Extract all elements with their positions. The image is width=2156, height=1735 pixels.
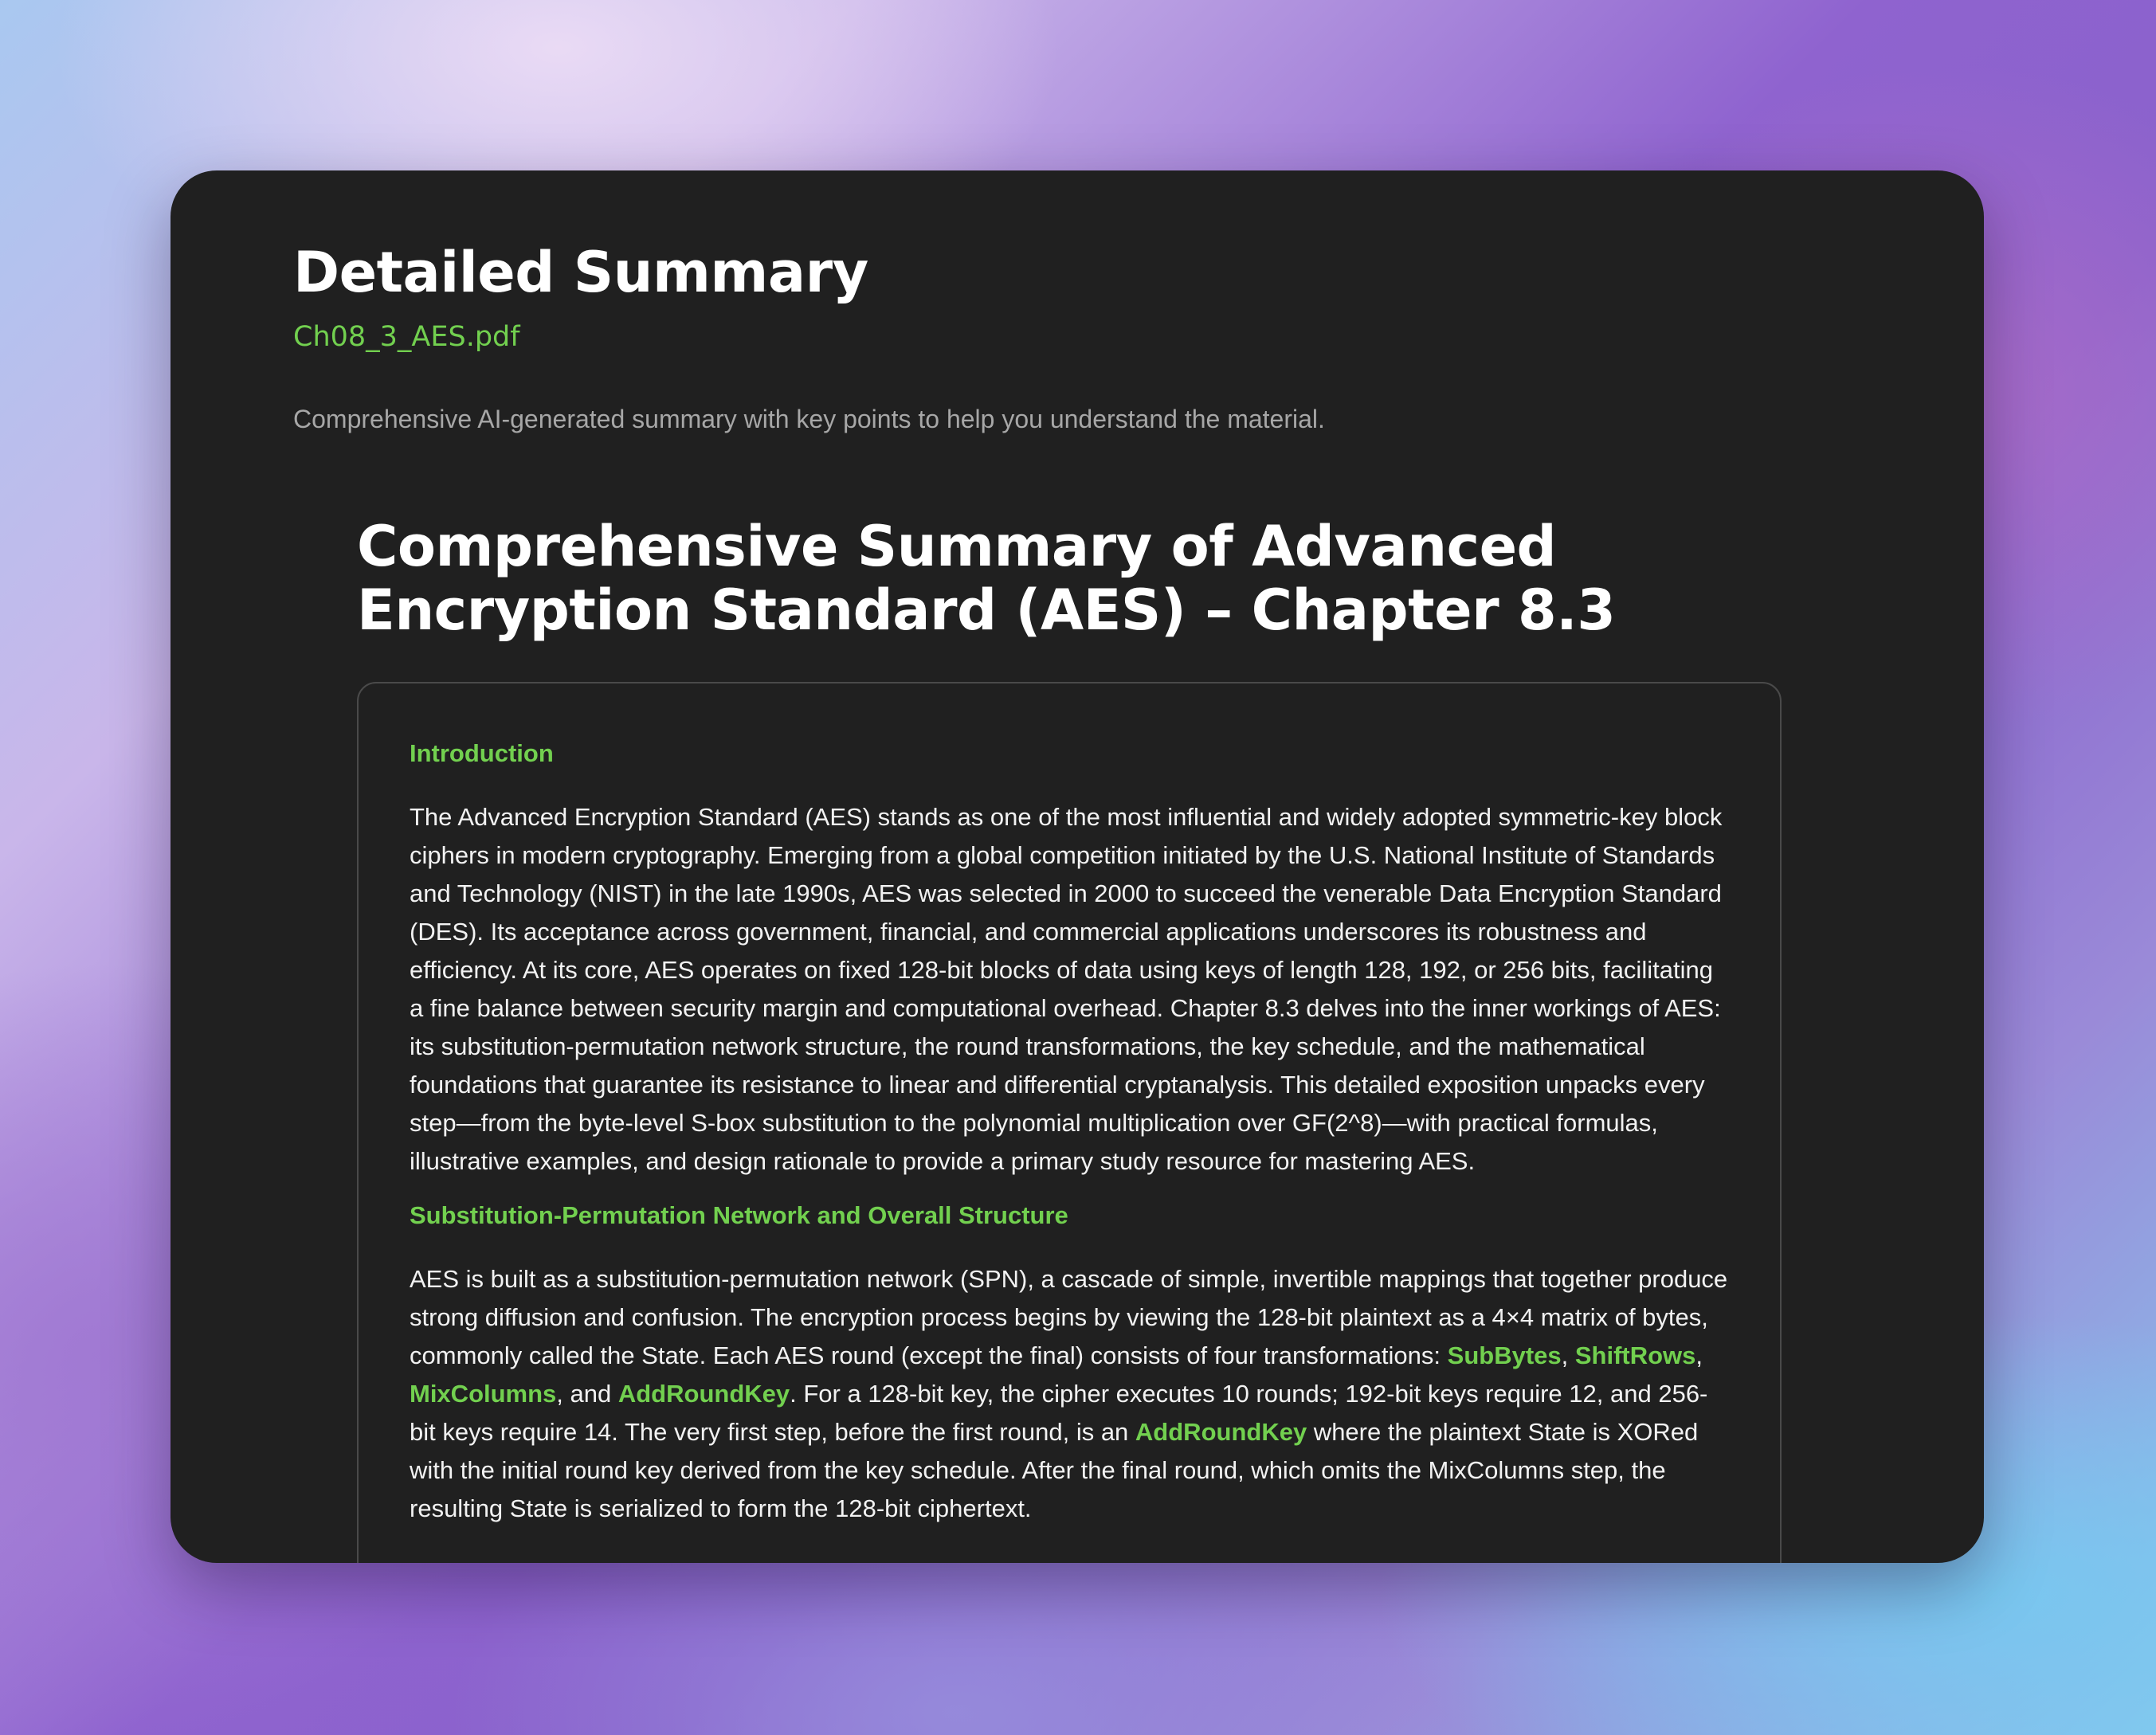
term-addroundkey: AddRoundKey — [617, 1380, 790, 1408]
body-text: , and — [556, 1380, 618, 1408]
section-heading-introduction: Introduction — [410, 739, 554, 767]
section-heading-spn: Substitution-Permutation Network and Overall Structure — [410, 1201, 1068, 1229]
body-text: . For a 128-bit key, the cipher executes 10 rounds; 192-bit keys require 12, and 256-bit keys require 14. The very first step, before the first round, is an — [410, 1380, 1708, 1446]
term-subbytes: SubBytes — [1447, 1341, 1562, 1369]
section-body-spn — [410, 1260, 1732, 1528]
page-title: Detailed Summary — [293, 240, 868, 305]
summary-card — [171, 170, 1984, 1563]
page-description: Comprehensive AI-generated summary with key points to help you understand the material. — [293, 405, 1325, 433]
body-text: where the plaintext State is XORed with the initial round key derived from the key schedule. After the final round, which omits the MixColumns step, the resulting State is serialized to form the 128-bit ciphertext. — [410, 1418, 1699, 1522]
term-addroundkey: AddRoundKey — [1135, 1418, 1307, 1446]
summary-content-box — [357, 682, 1782, 1563]
body-text: , — [1695, 1341, 1703, 1369]
document-title: Comprehensive Summary of Advanced Encryption Standard (AES) – Chapter 8.3 — [357, 514, 1616, 643]
section-body-introduction: The Advanced Encryption Standard (AES) stands as one of the most influential and widely adopted symmetric-key block ciphers in modern cryptography. Emerging from a global competition initiated by the U.S. National Institute of Standards and Technology (NIST) in the late 1990s, AES was selected in 2000 to succeed the venerable Data Encryption Standard (DES). Its acceptance across government, financial, and commercial applications underscores its robustness and efficiency. At its core, AES operates on fixed 128-bit blocks of data using keys of length 128, 192, or 256 bits, facilitating a fine balance between security margin and computational overhead. Chapter 8.3 delves into the inner workings of AES: its substitution-permutation network structure, the round transformations, the key schedule, and the mathematical foundations that guarantee its resistance to linear and differential cryptanalysis. This detailed exposition unpacks every step—from the byte-level S-box substitution to the polynomial multiplication over GF(2^8)—with practical formulas, illustrative examples, and design rationale to provide a primary study resource for mastering AES. — [410, 803, 1723, 1175]
file-name: Ch08_3_AES.pdf — [293, 321, 520, 353]
body-text: AES is built as a substitution-permutation network (SPN), a cascade of simple, invertible mappings that together produce strong diffusion and confusion. The encryption process begins by viewing the 128-bit plaintext as a 4×4 matrix of bytes, commonly called the State. Each AES round (except the final) consists of four transformations: — [410, 1265, 1728, 1369]
body-text: , — [1561, 1341, 1575, 1369]
term-shiftrows: ShiftRows — [1574, 1341, 1696, 1369]
term-mixcolumns: MixColumns — [410, 1380, 557, 1408]
